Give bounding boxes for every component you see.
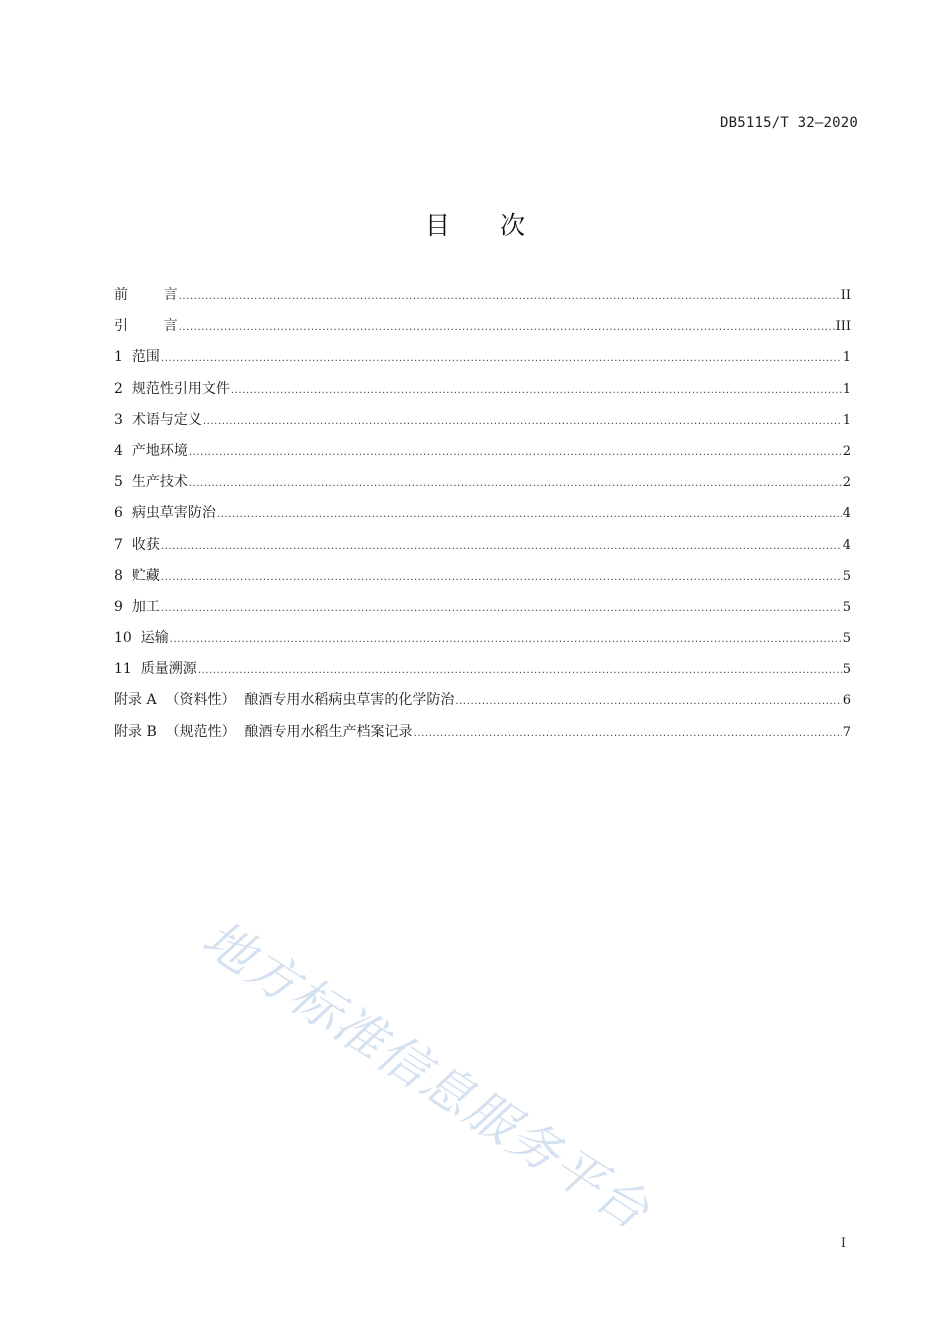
toc-entry-label: 范围: [122, 349, 160, 366]
toc-entry-appendix-b[interactable]: [114, 722, 851, 753]
toc-dot-leader: [414, 724, 842, 744]
toc-entry-number: 5: [114, 474, 123, 491]
toc-entry-page: 4: [842, 537, 851, 553]
toc-dot-leader: [179, 318, 835, 338]
toc-dot-leader: [217, 505, 842, 525]
toc-entry-label: 运输: [131, 630, 169, 647]
toc-entry-page: II: [840, 288, 851, 303]
toc-entry-page: 5: [842, 631, 851, 647]
toc-entry-label: 质量溯源: [131, 661, 197, 678]
toc-entry-number: 4: [114, 442, 123, 459]
toc-entry-number: 附录 B: [114, 723, 157, 740]
toc-entry-5[interactable]: [114, 472, 851, 503]
toc-entry-label: 言: [128, 287, 178, 303]
toc-entry-label: 术语与定义: [122, 411, 202, 428]
toc-entry-page: III: [835, 319, 851, 335]
toc-dot-leader: [170, 630, 842, 650]
toc-dot-leader: [198, 661, 842, 681]
toc-entry-number: 3: [114, 411, 123, 428]
toc-dot-leader: [455, 692, 841, 712]
toc-dot-leader: [231, 381, 842, 401]
toc-entry-label: 言: [128, 318, 178, 335]
toc-entry-8[interactable]: [114, 566, 851, 597]
toc-entry-page: 7: [842, 724, 851, 740]
toc-entry-page: 5: [842, 599, 851, 615]
toc-entry-11[interactable]: [114, 659, 851, 690]
toc-entry-foreword[interactable]: [114, 285, 851, 316]
toc-entry-number: 前: [114, 287, 128, 303]
toc-entry-page: 1: [842, 412, 851, 428]
toc-dot-leader: [161, 568, 842, 588]
toc-entry-appendix-a[interactable]: [114, 690, 851, 721]
toc-dot-leader: [161, 349, 842, 369]
toc-entry-label: （规范性） 酿酒专用水稻生产档案记录: [156, 723, 413, 740]
toc-entry-number: 8: [114, 567, 123, 584]
toc-entry-page: 2: [842, 443, 851, 459]
page-title-part2: 次: [500, 211, 526, 240]
toc-dot-leader: [161, 599, 842, 619]
toc-dot-leader: [161, 537, 842, 557]
watermark-text: 地方标准信息服务平台: [192, 909, 661, 1242]
toc-entry-introduction[interactable]: [114, 316, 851, 347]
toc-entry-page: 5: [842, 662, 851, 678]
toc-entry-4[interactable]: [114, 441, 851, 472]
toc-entry-page: 5: [842, 568, 851, 584]
toc-entry-7[interactable]: [114, 535, 851, 566]
toc-entry-page: 4: [842, 506, 851, 522]
toc-dot-leader: [203, 412, 842, 432]
toc-entry-number: 10: [114, 630, 132, 647]
toc-entry-number: 11: [114, 661, 132, 678]
toc-entry-10[interactable]: [114, 628, 851, 659]
toc-dot-leader: [189, 443, 842, 463]
toc-entry-3[interactable]: [114, 410, 851, 441]
toc-entry-page: 2: [842, 475, 851, 491]
toc-entry-label: 产地环境: [122, 442, 188, 459]
document-code: DB5115/T 32—2020: [719, 115, 858, 131]
toc-entry-6[interactable]: [114, 503, 851, 534]
toc-entry-page: 1: [842, 381, 851, 397]
toc-entry-number: 2: [114, 380, 123, 397]
toc-entry-number: 1: [114, 349, 123, 366]
toc-entry-1[interactable]: [114, 347, 851, 378]
table-of-contents: [114, 285, 851, 753]
toc-entry-label: 病虫草害防治: [122, 505, 216, 522]
toc-entry-number: 引: [114, 318, 128, 335]
toc-entry-number: 6: [114, 505, 123, 522]
toc-entry-page: 1: [842, 350, 851, 366]
toc-entry-page: 6: [842, 693, 851, 709]
toc-entry-9[interactable]: [114, 597, 851, 628]
toc-dot-leader: [179, 287, 840, 307]
toc-entry-label: 规范性引用文件: [122, 380, 230, 397]
toc-entry-number: 7: [114, 536, 123, 553]
page-title: [0, 206, 950, 242]
toc-dot-leader: [189, 474, 842, 494]
toc-entry-number: 9: [114, 598, 123, 615]
footer-page-number: I: [840, 1236, 846, 1251]
toc-entry-2[interactable]: [114, 379, 851, 410]
page-title-part1: 目: [424, 211, 450, 240]
toc-entry-label: （资料性） 酿酒专用水稻病虫草害的化学防治: [156, 692, 455, 709]
toc-entry-number: 附录 A: [114, 692, 157, 709]
toc-entry-label: 贮藏: [122, 567, 160, 584]
toc-entry-label: 加工: [122, 598, 160, 615]
toc-entry-label: 生产技术: [122, 474, 188, 491]
toc-entry-label: 收获: [122, 536, 160, 553]
